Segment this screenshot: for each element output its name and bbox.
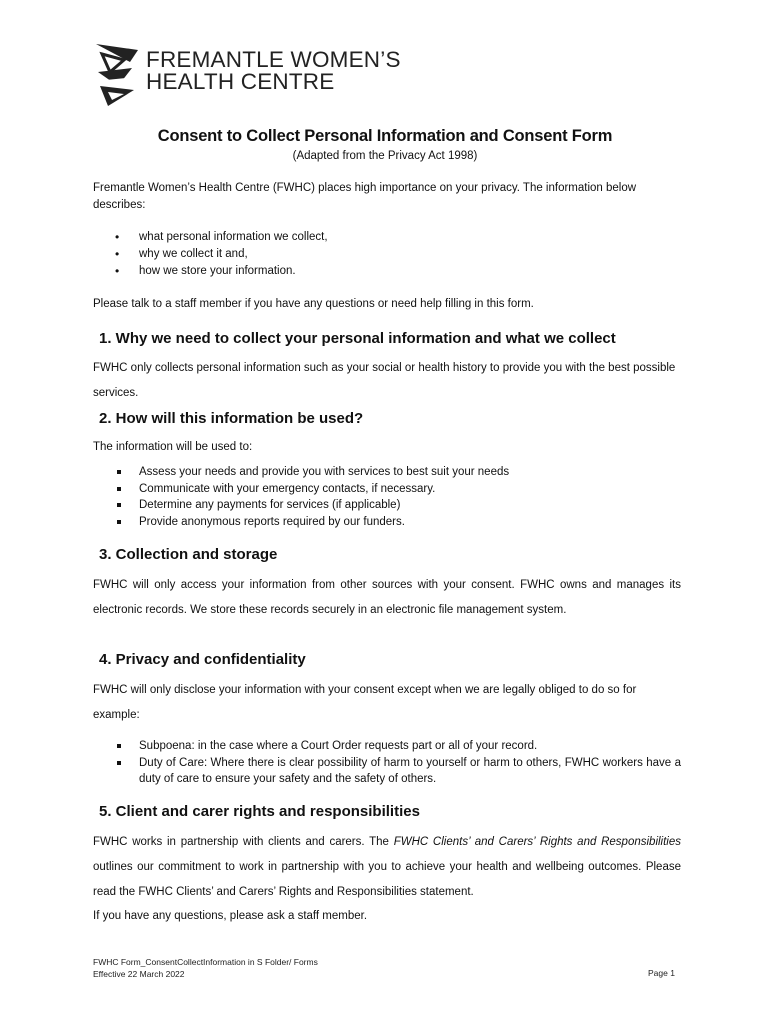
section-4-body: FWHC will only disclose your information with your consent except when we are legally obliged to do so for example: bbox=[93, 684, 637, 721]
logo-mark-icon bbox=[94, 42, 140, 108]
logo-text bbox=[146, 49, 401, 93]
footer bbox=[93, 956, 318, 980]
list-item: • what personal information we collect, bbox=[113, 229, 328, 246]
section-5-heading: 5. Client and carer rights and responsibilities bbox=[99, 803, 420, 820]
section-5-body-2: If you have any questions, please ask a staff member. bbox=[93, 910, 368, 922]
help-paragraph: Please talk to a staff member if you have any questions or need help filling in this form. bbox=[93, 298, 534, 310]
section-1-heading: 1. Why we need to collect your personal information and what we collect bbox=[99, 330, 616, 347]
section-4-heading: 4. Privacy and confidentiality bbox=[99, 651, 306, 668]
list-item: Communicate with your emergency contacts, if necessary. bbox=[113, 481, 681, 498]
logo bbox=[94, 42, 414, 108]
logo-line-1: FREMANTLE WOMEN’S bbox=[146, 47, 401, 72]
section-5-body-pre: FWHC works in partnership with clients and carers. The bbox=[93, 836, 394, 848]
section-1-body: FWHC only collects personal information such as your social or health history to provide you with the best possible services. bbox=[93, 362, 676, 399]
footer-line-1: FWHC Form_ConsentCollectInformation in S Folder/ Forms bbox=[93, 957, 318, 967]
section-5-body-italic: FWHC Clients’ and Carers’ Rights and Responsibilities bbox=[393, 836, 682, 848]
section-5-body bbox=[93, 830, 681, 905]
footer-line-2: Effective 22 March 2022 bbox=[93, 969, 185, 979]
section-2-heading: 2. How will this information be used? bbox=[99, 410, 364, 427]
page-number: Page 1 bbox=[648, 968, 675, 978]
section-3-heading: 3. Collection and storage bbox=[99, 546, 278, 563]
intro-list bbox=[113, 229, 328, 280]
list-item: • how we store your information. bbox=[113, 263, 328, 280]
section-3-body: FWHC will only access your information from other sources with your consent. FWHC owns and manages its electronic records. We store these records securely in an electronic file management system. bbox=[93, 579, 681, 616]
list-item: Assess your needs and provide you with services to best suit your needs bbox=[113, 464, 681, 481]
section-5-body-post: outlines our commitment to work in partnership with you to achieve your health and wellbeing outcomes. Please read the FWHC Clients’ and Carers’ Rights and Responsibilities statement. bbox=[93, 861, 681, 898]
list-item: Subpoena: in the case where a Court Order requests part or all of your record. bbox=[113, 738, 681, 755]
intro-paragraph: Fremantle Women’s Health Centre (FWHC) places high importance on your privacy. The information below describes: bbox=[93, 182, 637, 211]
list-item: • why we collect it and, bbox=[113, 246, 328, 263]
list-item: Provide anonymous reports required by our funders. bbox=[113, 514, 681, 531]
section-4-list bbox=[113, 738, 681, 788]
section-2-list bbox=[113, 464, 681, 530]
document-title: Consent to Collect Personal Information and Consent Form bbox=[157, 127, 613, 145]
document-subtitle: (Adapted from the Privacy Act 1998) bbox=[292, 150, 478, 162]
logo-line-2: HEALTH CENTRE bbox=[146, 69, 335, 94]
section-2-body: The information will be used to: bbox=[93, 441, 253, 453]
list-item: Duty of Care: Where there is clear possibility of harm to yourself or harm to others, FWHC workers have a duty of care to ensure your safety and the safety of others. bbox=[113, 755, 681, 788]
list-item: Determine any payments for services (if applicable) bbox=[113, 497, 681, 514]
